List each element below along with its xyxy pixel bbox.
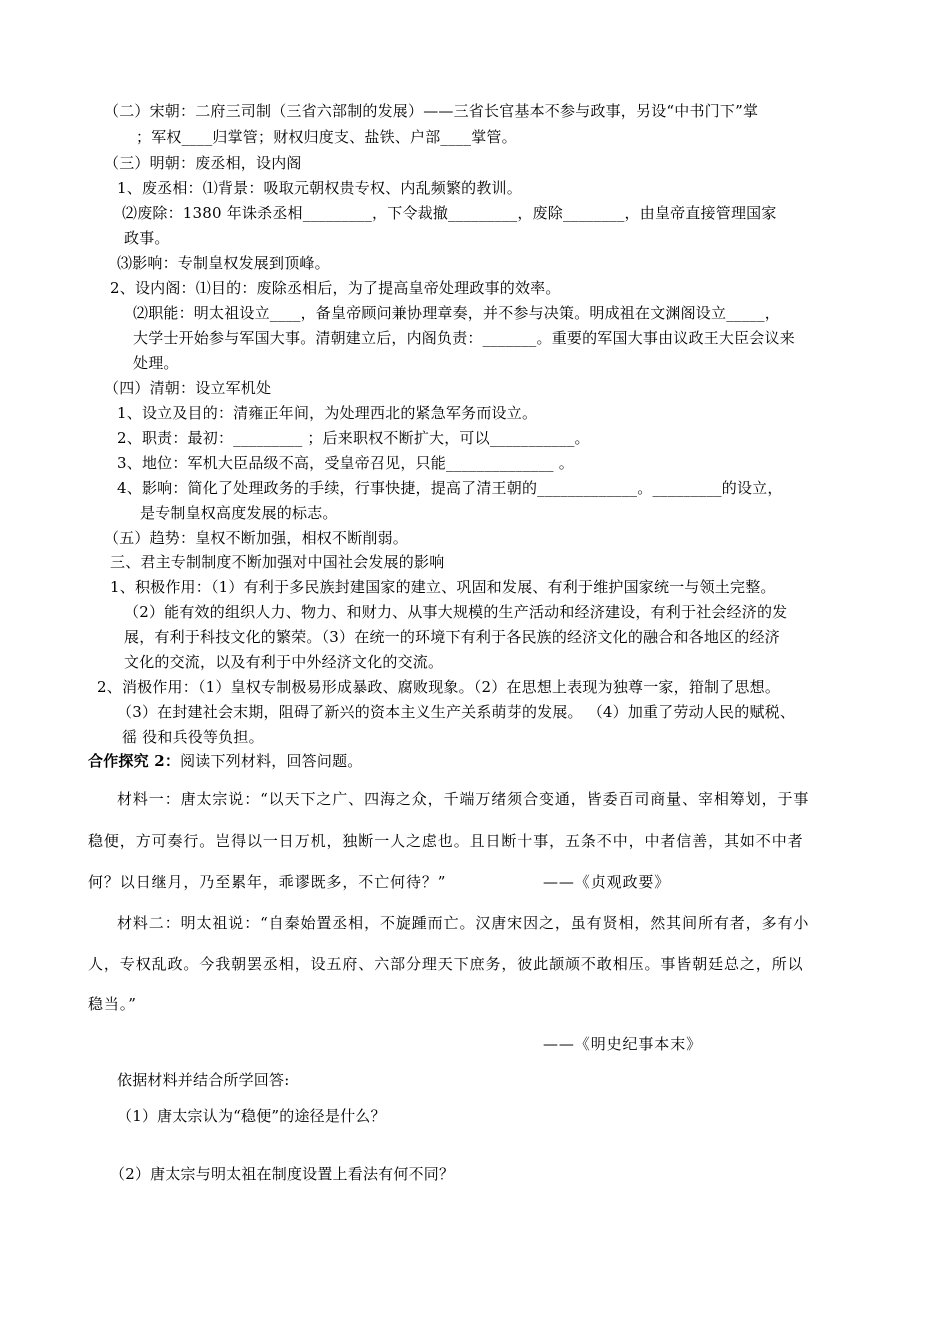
question-1: （1）唐太宗认为“稳便”的途径是什么？ xyxy=(117,1107,386,1125)
ming-cabinet-purpose: 2、设内阁：⑴目的：废除丞相后，为了提高皇帝处理政事的效率。 xyxy=(110,279,561,297)
qing-impact: 4、影响：简化了处理政务的手续，行事快捷，提高了清王朝的_____________。_________的设立， xyxy=(117,479,783,497)
song-line-1: （二）宋朝：二府三司制（三省六部制的发展）——三省长官基本不参与政事，另设“中书门下”掌 xyxy=(104,102,759,120)
qing-status: 3、地位：军机大臣品级不高，受皇帝召见，只能______________ 。 xyxy=(117,454,574,472)
material-2-line-2: 人，专权乱政。今我朝罢丞相，设五府、六部分理天下庶务，彼此颉颃不敢相压。事皆朝廷总之，所以 xyxy=(88,955,804,973)
ming-abolish-background: 1、废丞相：⑴背景：吸取元朝权贵专权、内乱频繁的教训。 xyxy=(117,179,522,197)
negative-effect-1: 2、消极作用：（1）皇权专制极易形成暴政、腐败现象。（2）在思想上表现为独尊一家，箝制了思想。 xyxy=(97,678,781,696)
positive-effect-3: 展，有利于科技文化的繁荣。（3）在统一的环境下有利于各民族的经济文化的融合和各地区的经济 xyxy=(124,628,780,646)
coop-line xyxy=(88,751,362,771)
ming-abolish-effect: ⑶影响：专制皇权发展到顶峰。 xyxy=(117,254,330,272)
negative-effect-3: 徭 役和兵役等负担。 xyxy=(122,728,264,746)
material-1-source: ——《贞观政要》 xyxy=(543,873,671,891)
coop-title: 合作探究 2： xyxy=(88,752,181,770)
qing-setup: 1、设立及目的：清雍正年间，为处理西北的紧急军务而设立。 xyxy=(117,404,538,422)
positive-effect-1: 1、积极作用：（1）有利于多民族封建国家的建立、巩固和发展、有利于维护国家统一与领土完整。 xyxy=(110,578,776,596)
answer-prompt: 依据材料并结合所学回答: xyxy=(117,1071,290,1089)
ming-cabinet-function: ⑵职能：明太祖设立____，备皇帝顾问兼协理章奏，并不参与决策。明成祖在文渊阁设立_____， xyxy=(133,304,780,322)
song-line-2: ；军权____归掌管；财权归度支、盐铁、户部____掌管。 xyxy=(136,128,517,146)
ming-cabinet-function-3: 处理。 xyxy=(133,354,179,372)
section-three-heading: 三、君主专制制度不断加强对中国社会发展的影响 xyxy=(110,553,445,571)
trend-line: （五）趋势：皇权不断加强，相权不断削弱。 xyxy=(104,529,409,547)
ming-abolish-action-cont: 政事。 xyxy=(124,229,170,247)
question-2: （2）唐太宗与明太祖在制度设置上看法有何不同？ xyxy=(110,1165,455,1183)
positive-effect-2: （2）能有效的组织人力、物力、和财力、从事大规模的生产活动和经济建设，有利于社会经济的发 xyxy=(124,603,788,621)
ming-cabinet-function-2: 大学士开始参与军国大事。清朝建立后，内阁负责：_______。重要的军国大事由议政王大臣会议来 xyxy=(133,329,795,347)
coop-intro: 阅读下列材料，回答问题。 xyxy=(180,752,363,770)
material-2-source: ——《明史纪事本末》 xyxy=(543,1035,703,1053)
qing-duty: 2、职责：最初：_________ ；后来职权不断扩大，可以___________。 xyxy=(117,429,590,447)
qing-impact-2: 是专制皇权高度发展的标志。 xyxy=(140,504,338,522)
material-1-line-1: 材料一：唐太宗说：“以天下之广、四海之众，千端万绪须合变通，皆委百司商量、宰相筹划，于事 xyxy=(117,790,810,808)
material-1-line-2: 稳便，方可奏行。岂得以一日万机，独断一人之虑也。且日断十事，五条不中，中者信善，其如不中者 xyxy=(88,832,804,850)
ming-heading: （三）明朝：废丞相，设内阁 xyxy=(104,154,302,172)
negative-effect-2: （3）在封建社会末期，阻碍了新兴的资本主义生产关系萌芽的发展。 （4）加重了劳动人民的赋税、 xyxy=(117,703,796,721)
material-2-line-3: 稳当。” xyxy=(88,995,137,1013)
material-1-line-3: 何？以日继月，乃至累年，乖谬既多，不亡何待？” xyxy=(88,873,447,891)
material-2-line-1: 材料二：明太祖说：“自秦始置丞相，不旋踵而亡。汉唐宋因之，虽有贤相，然其间所有者，多有小 xyxy=(117,914,810,932)
positive-effect-4: 文化的交流，以及有利于中外经济文化的交流。 xyxy=(124,653,444,671)
ming-abolish-action: ⑵废除：1380 年诛杀丞相_________，下令裁撤_________，废除________，由皇帝直接管理国家 xyxy=(122,204,777,222)
qing-heading: （四）清朝：设立军机处 xyxy=(104,379,272,397)
